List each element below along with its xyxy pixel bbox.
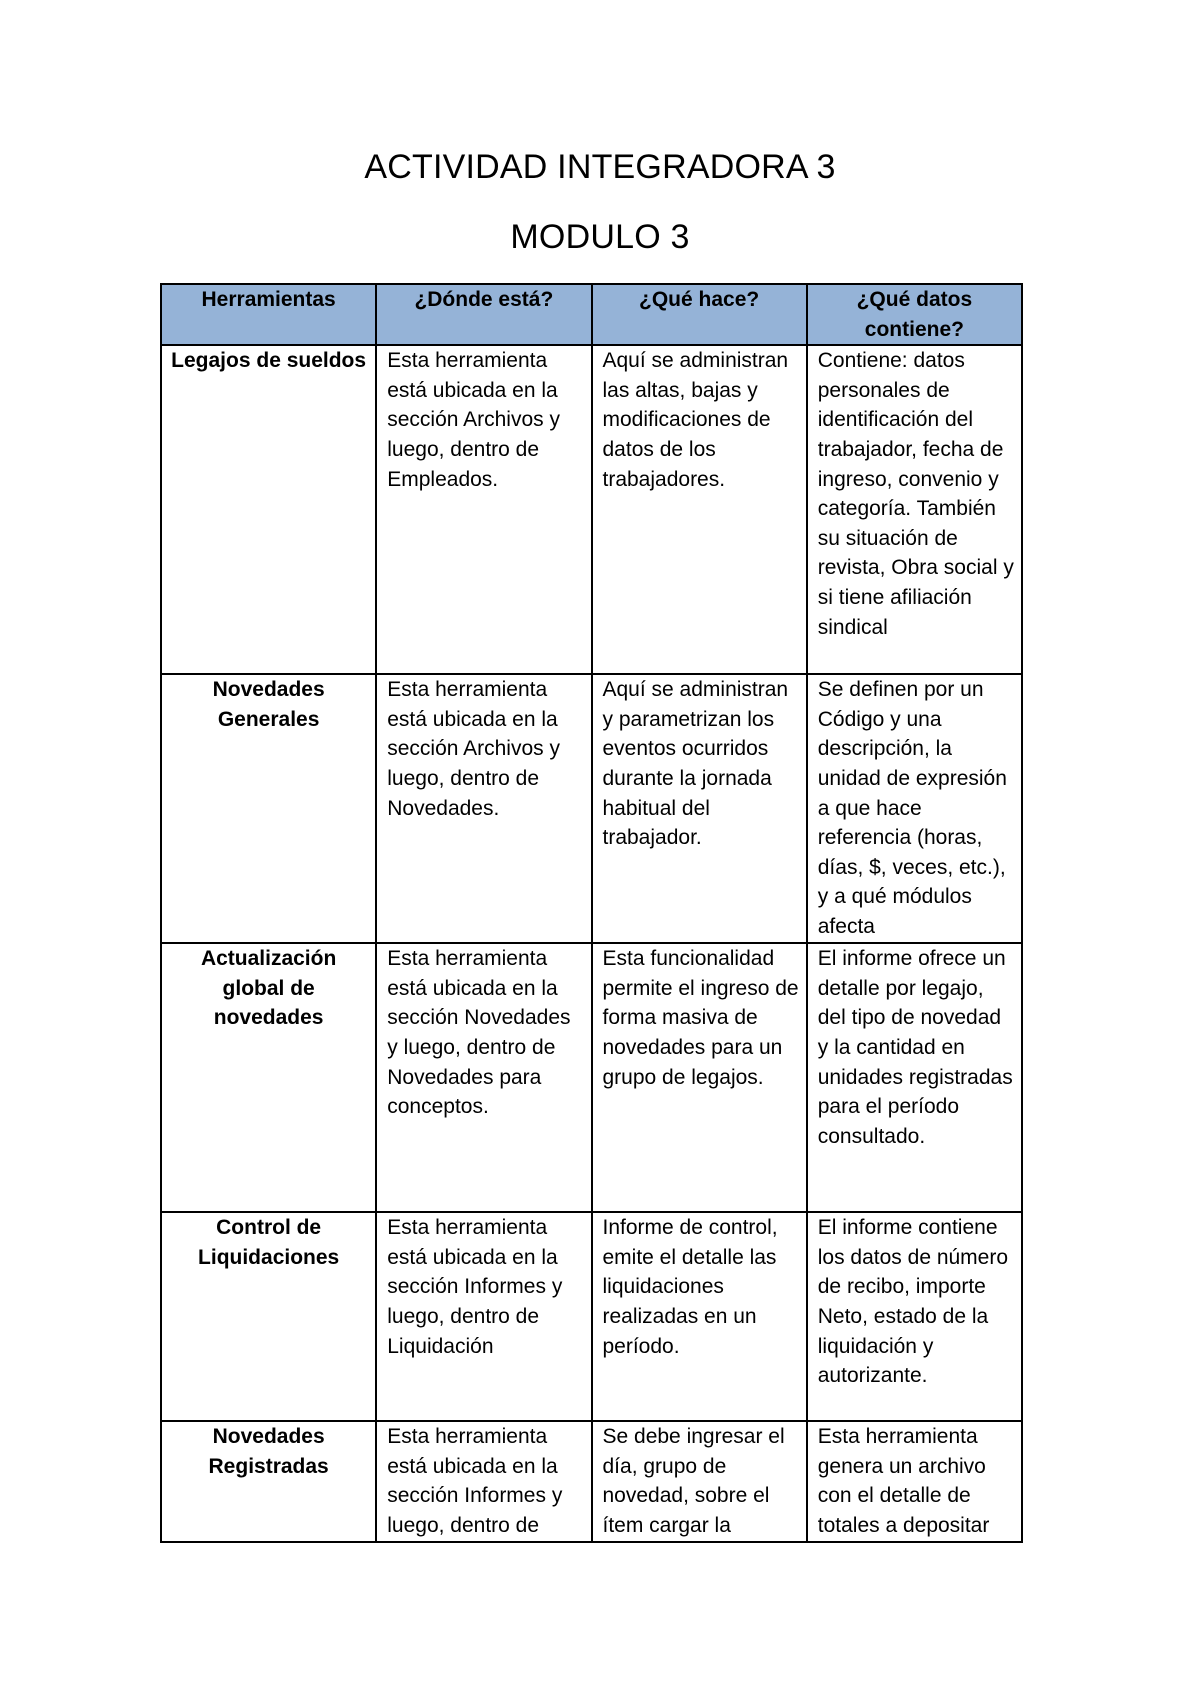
header-herramientas: Herramientas xyxy=(161,284,376,345)
data-cell: Esta herramienta genera un archivo con el detalle de totales a depositar xyxy=(807,1421,1022,1541)
what-cell: Aquí se administran las altas, bajas y modificaciones de datos de los trabajadores. xyxy=(592,345,807,674)
tool-cell: Novedades Generales xyxy=(161,674,376,943)
where-cell: Esta herramienta está ubicada en la sección Informes y luego, dentro de xyxy=(376,1421,591,1541)
document-subtitle: MODULO 3 xyxy=(510,218,690,256)
header-donde-esta: ¿Dónde está? xyxy=(376,284,591,345)
table-row xyxy=(161,1212,1022,1421)
where-cell: Esta herramienta está ubicada en la sección Archivos y luego, dentro de Empleados. xyxy=(376,345,591,674)
table-row xyxy=(161,1421,1022,1541)
tool-cell: Legajos de sueldos xyxy=(161,345,376,674)
tool-cell: Novedades Registradas xyxy=(161,1421,376,1541)
header-que-datos-contiene: ¿Qué datos contiene? xyxy=(807,284,1022,345)
table-body xyxy=(161,345,1022,1541)
what-cell: Aquí se administran y parametrizan los eventos ocurridos durante la jornada habitual del trabajador. xyxy=(592,674,807,943)
tool-cell: Control de Liquidaciones xyxy=(161,1212,376,1421)
what-cell: Se debe ingresar el día, grupo de novedad, sobre el ítem cargar la xyxy=(592,1421,807,1541)
data-cell: El informe ofrece un detalle por legajo, del tipo de novedad y la cantidad en unidades registradas para el período consultado. xyxy=(807,943,1022,1212)
table-row xyxy=(161,674,1022,943)
header-row xyxy=(161,284,1022,345)
tools-table xyxy=(160,283,1023,1543)
where-cell: Esta herramienta está ubicada en la sección Archivos y luego, dentro de Novedades. xyxy=(376,674,591,943)
where-cell: Esta herramienta está ubicada en la sección Novedades y luego, dentro de Novedades para conceptos. xyxy=(376,943,591,1212)
data-cell: Contiene: datos personales de identificación del trabajador, fecha de ingreso, convenio y categoría. También su situación de revista, Obra social y si tiene afiliación sindical xyxy=(807,345,1022,674)
document-title: ACTIVIDAD INTEGRADORA 3 xyxy=(364,148,836,186)
data-cell: El informe contiene los datos de número de recibo, importe Neto, estado de la liquidación y autorizante. xyxy=(807,1212,1022,1421)
data-cell: Se definen por un Código y una descripción, la unidad de expresión a que hace referencia (horas, días, $, veces, etc.), y a qué módulos afecta xyxy=(807,674,1022,943)
header-que-hace: ¿Qué hace? xyxy=(592,284,807,345)
table-row xyxy=(161,943,1022,1212)
what-cell: Esta funcionalidad permite el ingreso de forma masiva de novedades para un grupo de legajos. xyxy=(592,943,807,1212)
table-header xyxy=(161,284,1022,345)
table-row xyxy=(161,345,1022,674)
tool-cell: Actualización global de novedades xyxy=(161,943,376,1212)
what-cell: Informe de control, emite el detalle las liquidaciones realizadas en un período. xyxy=(592,1212,807,1421)
where-cell: Esta herramienta está ubicada en la sección Informes y luego, dentro de Liquidación xyxy=(376,1212,591,1421)
